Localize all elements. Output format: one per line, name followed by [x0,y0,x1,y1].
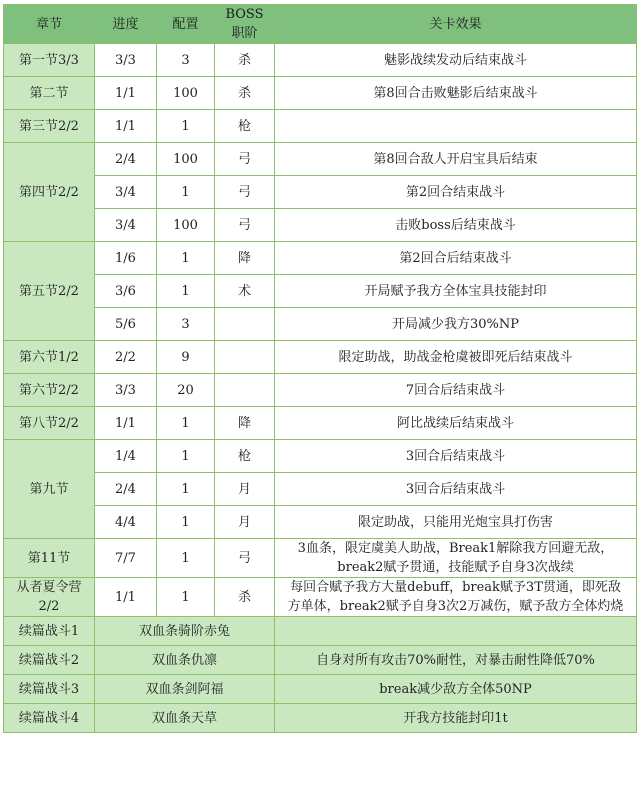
stage-effect-cell: 第2回合后结束战斗 [275,242,637,275]
table-row [4,308,637,341]
stage-effect-cell: 魅影战续发动后结束战斗 [275,44,637,77]
config-cell: 1 [157,539,215,578]
progress-cell: 1/1 [95,407,157,440]
stage-effect-cell: 第2回合结束战斗 [275,176,637,209]
progress-cell: 2/4 [95,473,157,506]
table-row [4,704,637,733]
progress-cell: 1/6 [95,242,157,275]
table-row [4,110,637,143]
chapter-cell: 续篇战斗1 [4,617,95,646]
config-cell: 1 [157,275,215,308]
progress-cell: 3/3 [95,374,157,407]
table-row [4,539,637,578]
progress-cell: 5/6 [95,308,157,341]
config-cell: 1 [157,506,215,539]
stage-effect-cell: 限定助战，助战金枪虞被即死后结束战斗 [275,341,637,374]
progress-cell: 1/1 [95,578,157,617]
table-row [4,578,637,617]
boss-class-cell: 月 [215,473,275,506]
stage-effects-table [3,4,637,733]
table-row [4,143,637,176]
table-row [4,646,637,675]
chapter-cell: 第九节 [4,440,95,539]
chapter-cell: 第四节2/2 [4,143,95,242]
stage-effect-cell: 3回合后结束战斗 [275,440,637,473]
boss-class-cell: 月 [215,506,275,539]
stage-effect-cell: 开局减少我方30%NP [275,308,637,341]
boss-class-cell: 杀 [215,578,275,617]
config-cell: 1 [157,407,215,440]
config-cell: 100 [157,143,215,176]
stage-effect-cell: 开我方技能封印1t [275,704,637,733]
chapter-cell: 第五节2/2 [4,242,95,341]
table-row [4,176,637,209]
boss-class-cell: 弓 [215,539,275,578]
table-row [4,341,637,374]
table-row [4,275,637,308]
header-config: 配置 [157,5,215,44]
chapter-cell: 第二节 [4,77,95,110]
boss-class-cell: 枪 [215,110,275,143]
config-cell: 3 [157,44,215,77]
table-row [4,407,637,440]
stage-effect-cell: 自身对所有攻击70%耐性，对暴击耐性降低70% [275,646,637,675]
table-row [4,617,637,646]
stage-effect-cell: 第8回合敌人开启宝具后结束 [275,143,637,176]
boss-class-cell: 弓 [215,143,275,176]
stage-effect-cell: break减少敌方全体50NP [275,675,637,704]
stage-effect-cell: 限定助战，只能用光炮宝具打伤害 [275,506,637,539]
table-row [4,77,637,110]
config-cell: 3 [157,308,215,341]
chapter-cell: 从者夏令营2/2 [4,578,95,617]
table-body [4,5,637,733]
chapter-cell: 续篇战斗2 [4,646,95,675]
chapter-cell: 第六节2/2 [4,374,95,407]
table-row [4,242,637,275]
table-row [4,473,637,506]
stage-table-container [3,4,637,733]
progress-cell: 2/4 [95,143,157,176]
progress-cell: 1/4 [95,440,157,473]
boss-class-cell: 弓 [215,176,275,209]
stage-effect-cell: 每回合赋予我方大量debuff，break赋予3T贯通，即死敌方单体，break2赋予自身3次2万减伤，赋予敌方全体灼烧 [275,578,637,617]
boss-class-cell: 枪 [215,440,275,473]
chapter-cell: 第一节3/3 [4,44,95,77]
header-boss-class: BOSS职阶 [215,5,275,44]
progress-cell: 7/7 [95,539,157,578]
progress-cell: 3/3 [95,44,157,77]
chapter-cell: 第11节 [4,539,95,578]
enemy-cell: 双血条骑阶赤兔 [95,617,275,646]
chapter-cell: 续篇战斗4 [4,704,95,733]
progress-cell: 1/1 [95,110,157,143]
table-row [4,506,637,539]
enemy-cell: 双血条仇凛 [95,646,275,675]
progress-cell: 1/1 [95,77,157,110]
table-row [4,440,637,473]
config-cell: 1 [157,242,215,275]
table-header-row [4,5,637,44]
boss-class-cell: 弓 [215,209,275,242]
config-cell: 1 [157,176,215,209]
stage-effect-cell: 3回合后结束战斗 [275,473,637,506]
chapter-cell: 第六节1/2 [4,341,95,374]
chapter-cell: 第八节2/2 [4,407,95,440]
config-cell: 1 [157,440,215,473]
boss-class-cell: 杀 [215,44,275,77]
table-row [4,44,637,77]
progress-cell: 4/4 [95,506,157,539]
stage-effect-cell: 第8回合击败魅影后结束战斗 [275,77,637,110]
stage-effect-cell: 开局赋予我方全体宝具技能封印 [275,275,637,308]
config-cell: 1 [157,473,215,506]
boss-class-cell [215,374,275,407]
config-cell: 1 [157,110,215,143]
enemy-cell: 双血条剑阿福 [95,675,275,704]
config-cell: 9 [157,341,215,374]
boss-class-cell: 杀 [215,77,275,110]
config-cell: 20 [157,374,215,407]
progress-cell: 3/4 [95,176,157,209]
boss-class-cell: 术 [215,275,275,308]
stage-effect-cell: 击败boss后结束战斗 [275,209,637,242]
stage-effect-cell: 3血条，限定虞美人助战，Break1解除我方回避无敌，break2赋予贯通，技能赋予自身3次战续 [275,539,637,578]
stage-effect-cell [275,617,637,646]
header-stage-effect: 关卡效果 [275,5,637,44]
table-row [4,209,637,242]
stage-effect-cell: 阿比战续后结束战斗 [275,407,637,440]
boss-class-cell: 降 [215,242,275,275]
table-row [4,675,637,704]
header-chapter: 章节 [4,5,95,44]
stage-effect-cell [275,110,637,143]
header-progress: 进度 [95,5,157,44]
progress-cell: 2/2 [95,341,157,374]
chapter-cell: 续篇战斗3 [4,675,95,704]
chapter-cell: 第三节2/2 [4,110,95,143]
stage-effect-cell: 7回合后结束战斗 [275,374,637,407]
config-cell: 100 [157,77,215,110]
progress-cell: 3/4 [95,209,157,242]
boss-class-cell: 降 [215,407,275,440]
config-cell: 1 [157,578,215,617]
config-cell: 100 [157,209,215,242]
boss-class-cell [215,308,275,341]
enemy-cell: 双血条天草 [95,704,275,733]
table-row [4,374,637,407]
progress-cell: 3/6 [95,275,157,308]
boss-class-cell [215,341,275,374]
